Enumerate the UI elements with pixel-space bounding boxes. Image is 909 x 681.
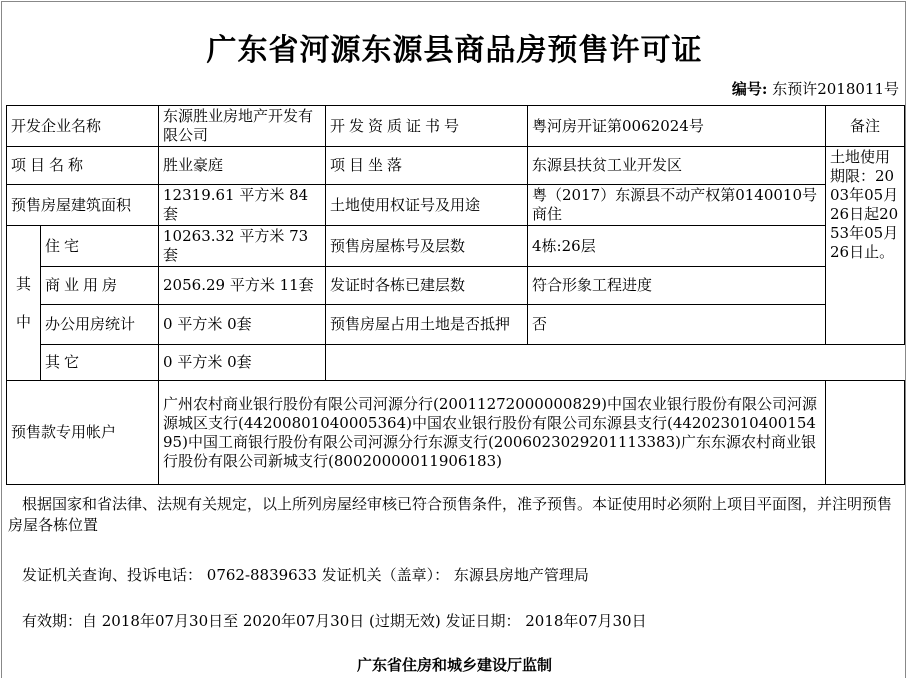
developer-value: 东源胜业房地产开发有限公司 bbox=[159, 106, 326, 147]
validity-line: 有效期：自 2018年07月30日至 2020年07月30日 (过期无效) 发证日期： 2018年07月30日 bbox=[22, 612, 647, 630]
remarks-value: 土地使用期限：2003年05月26日起2053年05月26日止。 bbox=[826, 147, 905, 345]
built-floors-value: 符合形象工程进度 bbox=[528, 267, 826, 305]
area-label: 预售房屋建筑面积 bbox=[7, 185, 159, 226]
residential-label: 住宅 bbox=[41, 226, 159, 267]
other-value: 0 平方米 0套 bbox=[159, 345, 326, 381]
certificate-number bbox=[732, 78, 899, 99]
buildings-label: 预售房屋栋号及层数 bbox=[326, 226, 528, 267]
commercial-value: 2056.29 平方米 11套 bbox=[159, 267, 326, 305]
account-value: 广州农村商业银行股份有限公司河源分行(20011272000000829)中国农业银行股份有限公司河源源城区支行(44200801040005364)中国农业银行股份有限公司东源县支行(44202301040015495)中国工商银行股份有限公司河源分行东源支行(2006023029201113383)广东东源农村商业银行股份有限公司新城支行(80020000011906183) bbox=[159, 381, 826, 485]
issuer-footer: 广东省住房和城乡建设厅监制 bbox=[356, 656, 552, 674]
qualification-value: 粤河房开证第0062024号 bbox=[528, 106, 826, 147]
commercial-label: 商业用房 bbox=[41, 267, 159, 305]
mortgage-value: 否 bbox=[528, 305, 826, 345]
page-title: 广东省河源东源县商品房预售许可证 bbox=[206, 33, 703, 68]
other-blank bbox=[326, 345, 905, 381]
office-label: 办公用房统计 bbox=[41, 305, 159, 345]
residential-value: 10263.32 平方米 73套 bbox=[159, 226, 326, 267]
mortgage-label: 预售房屋占用土地是否抵押 bbox=[326, 305, 528, 345]
built-floors-label: 发证时各栋已建层数 bbox=[326, 267, 528, 305]
account-label: 预售款专用帐户 bbox=[7, 381, 159, 485]
of-which-label: 其中 bbox=[7, 226, 41, 381]
permit-table bbox=[6, 105, 905, 485]
contact-line: 发证机关查询、投诉电话： 0762-8839633 发证机关（盖章）： 东源县房地产管理局 bbox=[22, 566, 589, 584]
land-label: 土地使用权证号及用途 bbox=[326, 185, 528, 226]
office-value: 0 平方米 0套 bbox=[159, 305, 326, 345]
project-location-label: 项目坐落 bbox=[326, 147, 528, 185]
project-name-label: 项目名称 bbox=[7, 147, 159, 185]
statement-text: 根据国家和省法律、法规有关规定，以上所列房屋经审核已符合预售条件，准予预售。本证使用时必须附上项目平面图，并注明预售房屋各栋位置 bbox=[8, 495, 893, 534]
buildings-value: 4栋:26层 bbox=[528, 226, 826, 267]
project-location-value: 东源县扶贫工业开发区 bbox=[528, 147, 826, 185]
certificate-number-value: 东预许2018011号 bbox=[772, 80, 899, 98]
account-blank bbox=[826, 381, 905, 485]
developer-label: 开发企业名称 bbox=[7, 106, 159, 147]
certificate-number-label: 编号: bbox=[731, 80, 768, 98]
other-label: 其它 bbox=[41, 345, 159, 381]
project-name-value: 胜业豪庭 bbox=[159, 147, 326, 185]
land-value: 粤（2017）东源县不动产权第0140010号 商住 bbox=[528, 185, 826, 226]
remarks-label: 备注 bbox=[826, 106, 905, 147]
area-value: 12319.61 平方米 84套 bbox=[159, 185, 326, 226]
qualification-label: 开发资质证书号 bbox=[326, 106, 528, 147]
